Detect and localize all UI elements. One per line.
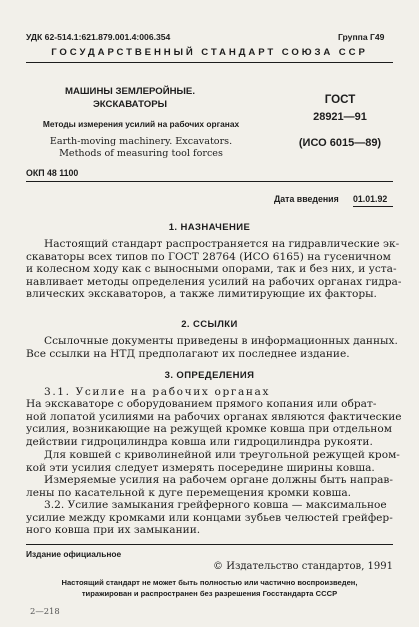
title-line-2: ЭКСКАВАТОРЫ [92,99,168,110]
section-3-title: 3. ОПРЕДЕЛЕНИЯ [164,370,255,381]
paragraph-line: усилия, возникающие на режущей кромке ковша при отдельном [26,423,392,436]
intro-date-underline [353,206,393,207]
gost-number: 28921—91 [313,111,367,123]
official-edition: Издание официальное [26,549,122,559]
intro-date-label: Дата введения [274,194,339,204]
paragraph-line: 3.2. Усилие замыкания грейферного ковша — максимальное [44,499,387,511]
paragraph-line: ного ковша при их замыкании. [26,524,201,537]
footer-rule [26,544,393,545]
paragraph-line: Для ковшей с криволинейной или треугольной режущей кром- [44,449,400,461]
intro-date: 01.01.92 [353,194,388,204]
agency-title: ГОСУДАРСТВЕННЫЙ СТАНДАРТ СОЮЗА ССР [51,47,368,58]
notice-line-2: тиражирован и распространен без разрешения Госстандарта СССР [81,589,338,598]
title-subtitle: Методы измерения усилий на рабочих органах [42,119,240,129]
section-3-1-heading [26,386,393,399]
paragraph-line: Настоящий стандарт распространяется на гидравлические эк- [44,238,400,250]
page-code: 2—218 [30,606,60,616]
section-2-title: 2. ССЫЛКИ [181,319,238,330]
paragraph-line: На экскаваторе с оборудованием прямого копания или обрат- [26,398,377,410]
english-title-2: Methods of measuring tool forces [59,148,223,159]
paragraph-line: ной лопатой усилиями на рабочих органах являются фактические [26,410,402,423]
copyright: © Издательство стандартов, 1991 [213,561,393,572]
notice-line-1: Настоящий стандарт не может быть полностью или частично воспроизведен, [61,578,358,587]
paragraph-line: Ссылочные документы приведены в информационных данных. [44,335,398,347]
section-3-1-text [26,398,402,448]
paragraph-line: навливает методы определения усилий на рабочих органах гидра- [26,275,402,288]
paragraph-line: действии гидроцилиндра ковша или гидроцилиндра рукояти. [26,435,373,448]
title-rule [26,181,393,182]
section-3-1-text-b [26,449,400,474]
paragraph-line: влических экскаваторов, а также лимитирующие их факторы. [26,288,377,301]
paragraph-line: Измеряемые усилия на рабочем органе должны быть направ- [44,474,393,486]
paragraph-line: кой эти усилия следует измерять посередине ширины ковша. [26,461,375,474]
section-1-text [26,238,402,301]
header-rule [26,62,393,63]
paragraph-line: и колесном ходу как с выносными опорами, так и без них, и устa- [26,263,397,276]
paragraph-line: лены по касательной к дуге перемещения кромки ковша. [26,486,352,499]
section-2-text [26,335,398,360]
group-code: Группа Г49 [338,32,385,42]
english-title-1: Earth-moving machinery. Excavators. [49,136,233,147]
paragraph-line: Все ссылки на НТД предполагают их последнее издание. [26,347,350,360]
paragraph-line: усилие между кромками или концами зубьев челюстей грейфер- [26,511,393,524]
title-line-1: МАШИНЫ ЗЕМЛЕРОЙНЫЕ. [65,86,195,97]
subsection-heading: 3.1. Усилие на рабочих органах [44,386,271,398]
udk-code: УДК 62-514.1:621.879.001.4:006.354 [26,32,171,42]
paragraph-line: скаваторы всех типов по ГОСТ 28764 (ИСО 6165) на гусеничном [26,250,391,263]
gost-label: ГОСТ [324,93,356,106]
okp-code: ОКП 48 1100 [26,168,79,178]
section-3-1-text-c [26,474,393,499]
section-3-2-text [26,499,393,537]
section-1-title: 1. НАЗНАЧЕНИЕ [168,222,251,233]
iso-number: (ИСО 6015—89) [298,137,382,149]
